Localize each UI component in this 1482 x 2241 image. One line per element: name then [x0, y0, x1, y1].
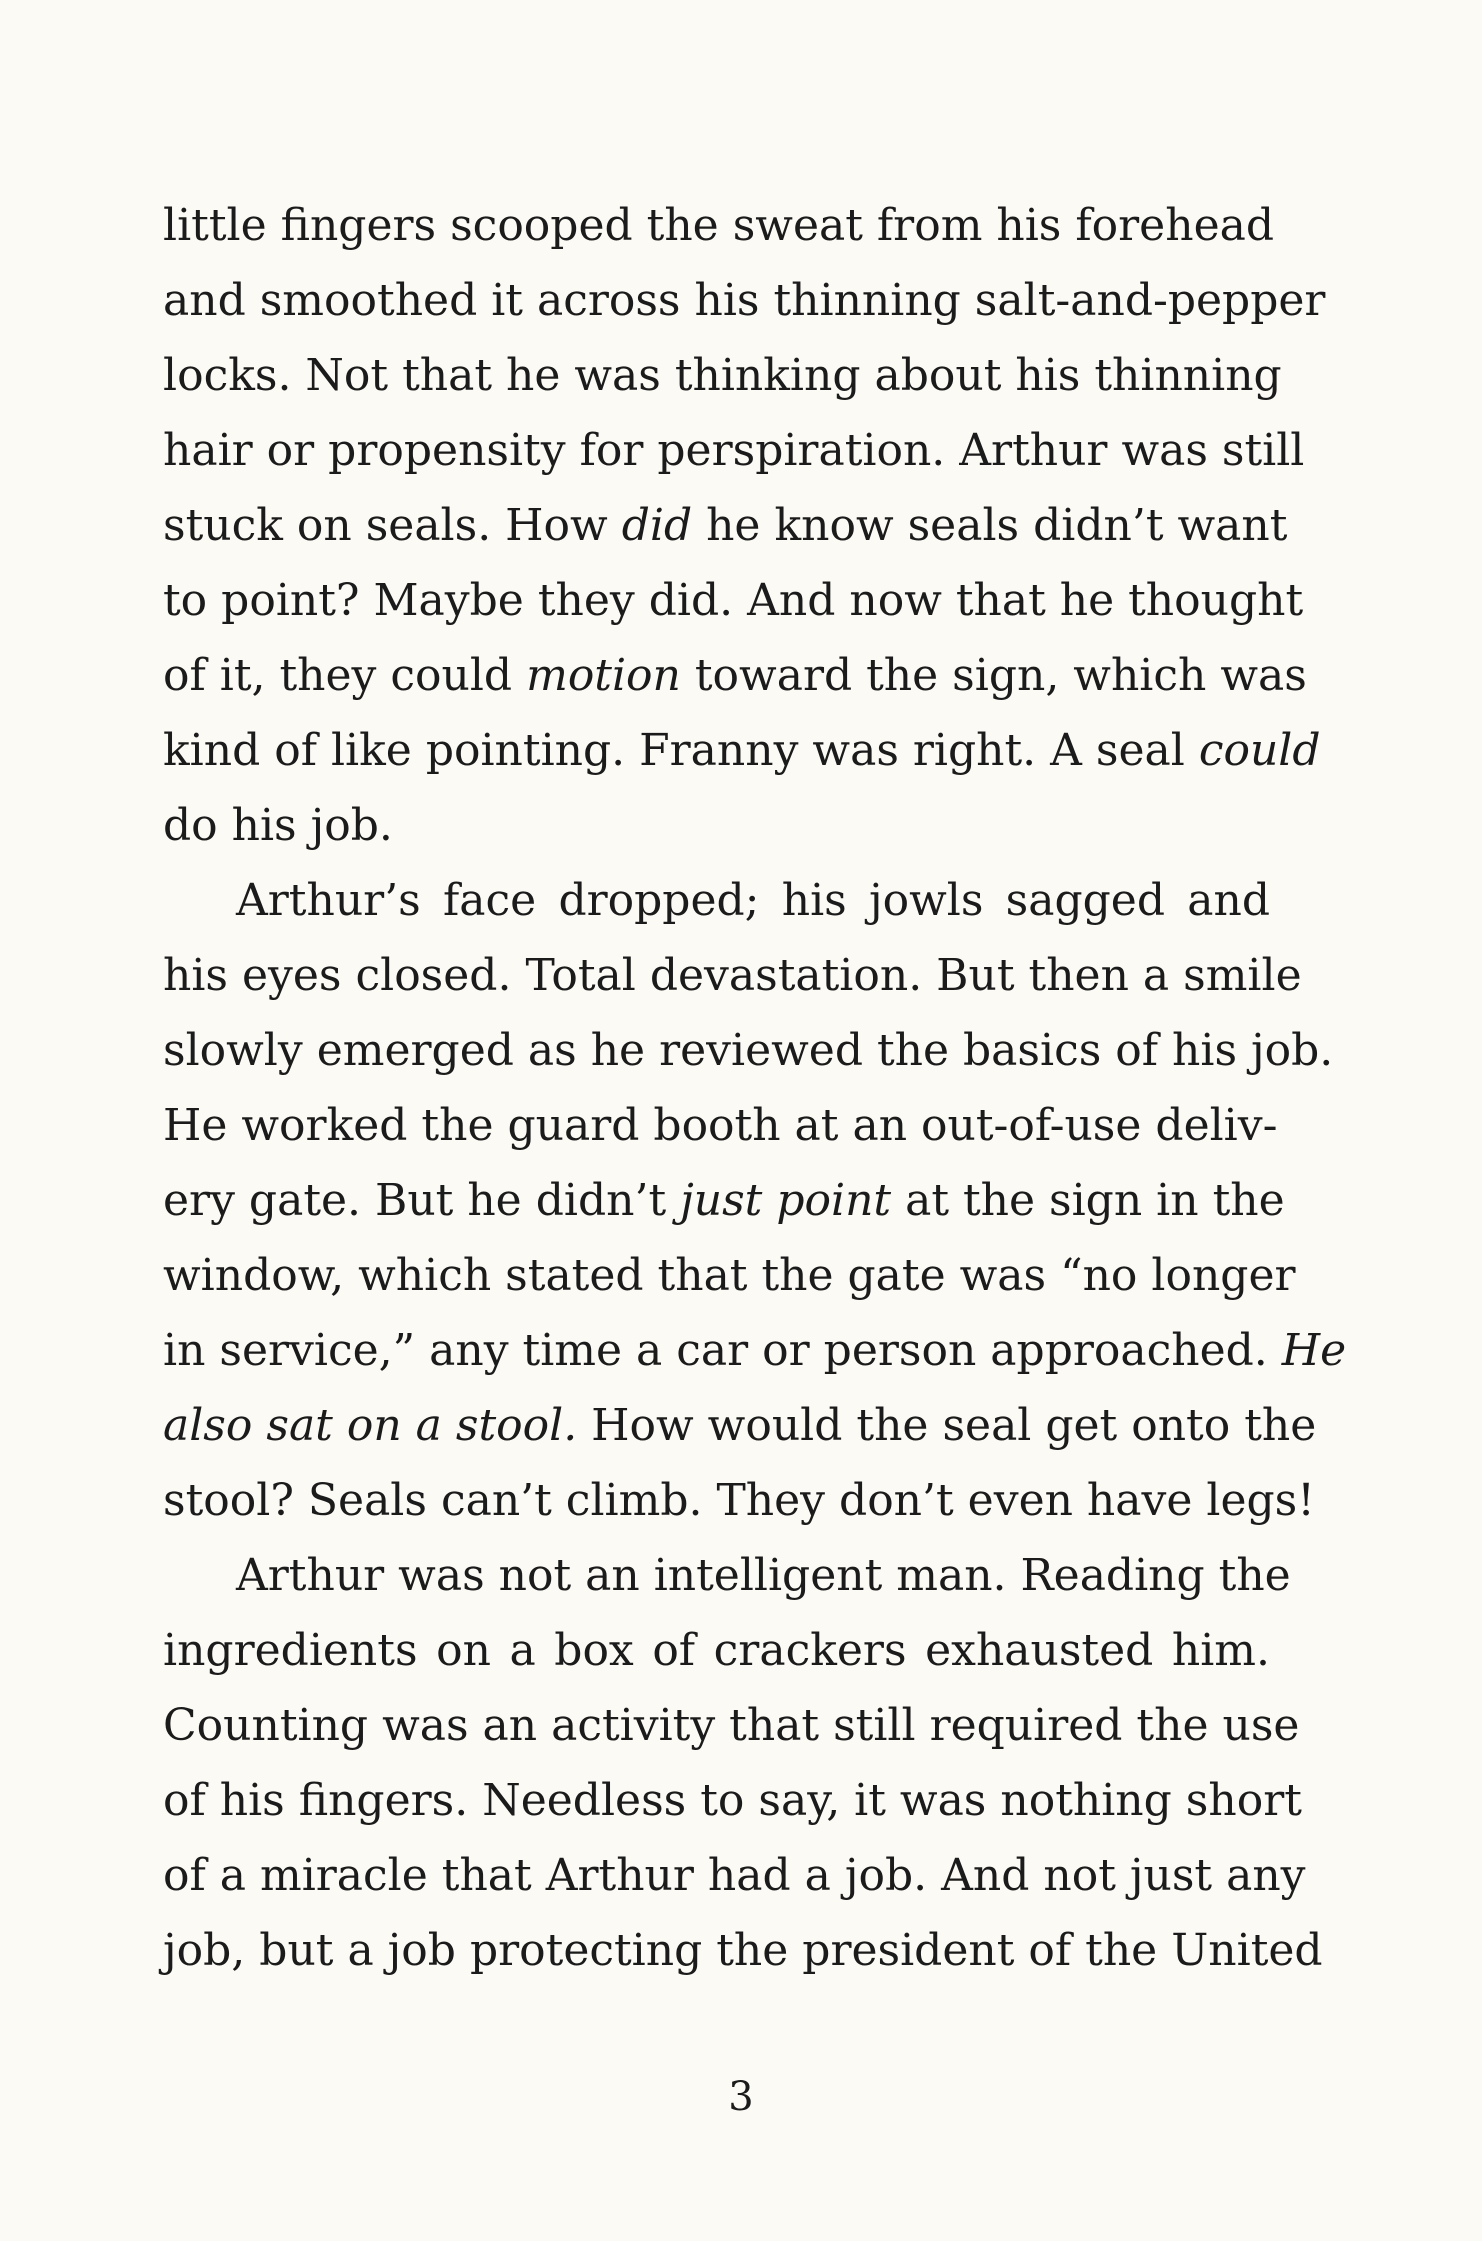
text-segment: slowly emerged as he reviewed the basics of his job.	[163, 1025, 1334, 1076]
text-segment: of a miracle that Arthur had a job. And not just any	[163, 1850, 1306, 1901]
text-segment: kind of like pointing. Franny was right. A seal	[163, 725, 1199, 776]
text-segment: ingredients on a box of crackers exhausted him.	[163, 1625, 1270, 1676]
text-segment: do his job.	[163, 800, 393, 851]
text-line	[163, 638, 1307, 713]
text-segment: stool? Seals can’t climb. They don’t even have legs!	[163, 1475, 1315, 1526]
text-line	[163, 1763, 1302, 1838]
text-line	[163, 1538, 1291, 1613]
text-segment: at the sign in the	[891, 1175, 1285, 1226]
text-segment: locks. Not that he was thinking about his thinning	[163, 350, 1282, 401]
text-segment: he know seals didn’t want	[692, 500, 1288, 551]
text-line	[163, 263, 1326, 338]
text-line	[163, 938, 1302, 1013]
text-segment: stuck on seals. How	[163, 500, 622, 551]
text-line	[163, 488, 1288, 563]
text-line	[163, 1388, 1317, 1463]
text-segment: Arthur’s face dropped; his jowls sagged and	[236, 875, 1270, 926]
text-segment: hair or propensity for perspiration. Arthur was still	[163, 425, 1305, 476]
italic-text: did	[621, 500, 693, 551]
text-line	[163, 1313, 1347, 1388]
italic-text: motion	[526, 650, 681, 701]
text-line	[163, 1238, 1296, 1313]
paragraph	[163, 1538, 1323, 1988]
text-line	[163, 713, 1321, 788]
italic-text: He	[1281, 1325, 1347, 1376]
text-line	[163, 413, 1305, 488]
text-line	[163, 1163, 1285, 1238]
text-segment: He worked the guard booth at an out-of-use deliv-	[163, 1100, 1278, 1151]
text-segment: ery gate. But he didn’t	[163, 1175, 681, 1226]
text-segment: to point? Maybe they did. And now that he thought	[163, 575, 1304, 626]
italic-text: also sat on a stool.	[163, 1400, 578, 1451]
text-segment: How would the seal get onto the	[577, 1400, 1317, 1451]
text-segment: window, which stated that the gate was “no longer	[163, 1250, 1296, 1301]
text-segment: toward the sign, which was	[680, 650, 1307, 701]
text-line	[163, 1088, 1278, 1163]
text-line	[163, 1613, 1270, 1688]
text-segment: his eyes closed. Total devastation. But then a smile	[163, 950, 1302, 1001]
text-line	[163, 1688, 1300, 1763]
text-line	[163, 1913, 1323, 1988]
text-segment: Arthur was not an intelligent man. Reading the	[236, 1550, 1291, 1601]
page-number: 3	[728, 2074, 754, 2120]
text-segment: of his fingers. Needless to say, it was nothing short	[163, 1775, 1302, 1826]
text-segment: Counting was an activity that still required the use	[163, 1700, 1300, 1751]
text-segment: of it, they could	[163, 650, 527, 701]
body-text	[163, 188, 1347, 1988]
paragraph	[163, 188, 1326, 863]
text-line	[163, 563, 1304, 638]
text-line	[163, 788, 1270, 863]
italic-text: could	[1198, 725, 1321, 776]
paragraph	[163, 863, 1347, 1538]
text-line	[163, 338, 1282, 413]
text-line	[163, 188, 1274, 263]
text-line	[163, 1463, 1315, 1538]
text-segment: in service,” any time a car or person approached.	[163, 1325, 1282, 1376]
italic-text: just point	[680, 1175, 892, 1226]
text-segment: little fingers scooped the sweat from his forehead	[163, 200, 1274, 251]
text-segment: and smoothed it across his thinning salt-and-pepper	[163, 275, 1326, 326]
text-line	[163, 1013, 1334, 1088]
text-segment: job, but a job protecting the president of the United	[163, 1925, 1323, 1976]
text-line	[163, 863, 1270, 938]
text-line	[163, 1838, 1306, 1913]
